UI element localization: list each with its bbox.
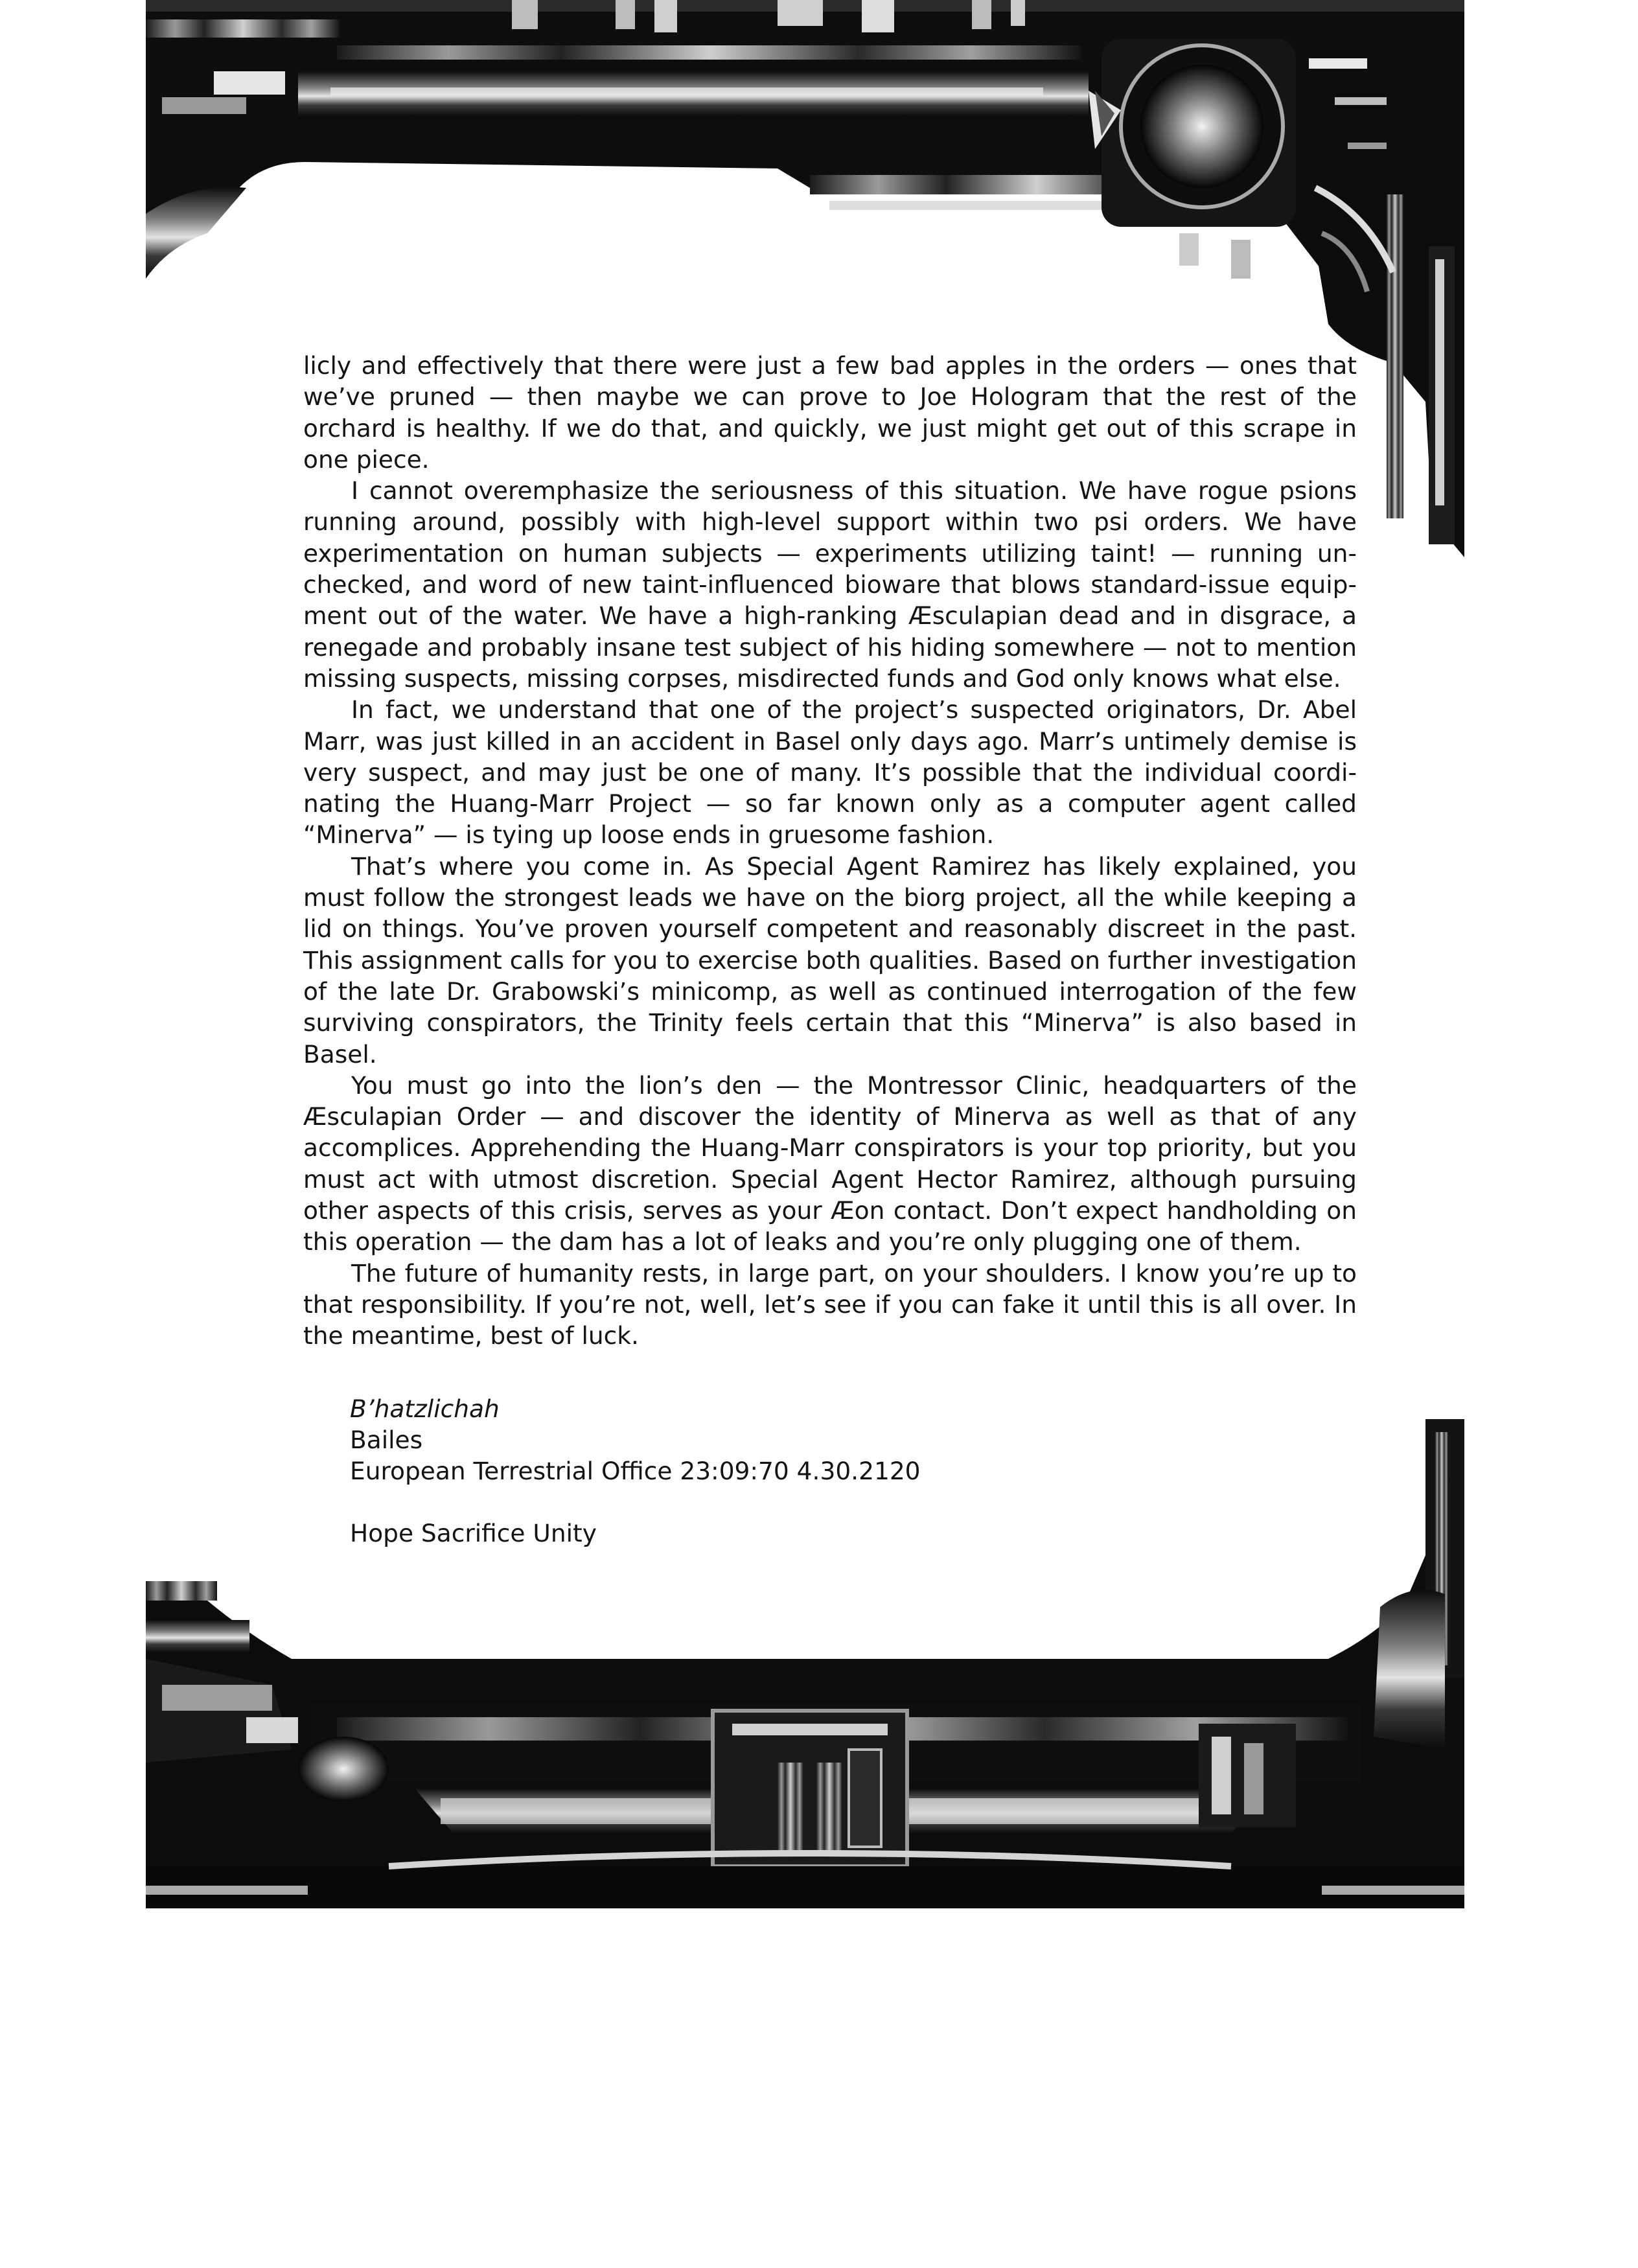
paragraph-1: licly and effectively that there were just a few bad apples in the orders — ones that we’ve pruned — then maybe we can prove to Joe Hologram that the rest of the orchard is healthy. If we do that, and quickly, we just might get out of this scrape in one piece. [303, 351, 1357, 474]
paragraph-2: I cannot overemphasize the seriousness of this situation. We have rogue psions running around, possibly with high-level support within two psi orders. We have experimentation on human subjects — experiments utilizing taint! — running unchecked, and word of new taint-influenced bioware that blows standard-issue equipment out of the water. We have a high-ranking Æsculapian dead and in disgrace, a renegade and probably insane test subject of his hiding somewhere — not to mention missing suspects, missing corpses, misdirected funds and God only knows what else. [303, 476, 1357, 693]
signer-name: Bailes [350, 1426, 423, 1454]
paragraph-6: The future of humanity rests, in large part, on your shoulders. I know you’re up to that responsibility. If you’re not, well, let’s see if you can fake it until this is all over. In the meantime, best of luck. [303, 1258, 1357, 1350]
paragraph-5: You must go into the lion’s den — the Montressor Clinic, headquarters of the Æsculapian Order — and discover the identity of Minerva as well as that of any accomplices. Apprehending the Huang-Marr conspirators is your top priority, but you must act with utmost discretion. Special Agent Hector Ramirez, although pursuing other aspects of this crisis, serves as your Æon contact. Don’t expect handholding on this operation — the dam has a lot of leaks and you’re only plugging one of them. [303, 1070, 1357, 1256]
paragraph-4: That’s where you come in. As Special Agent Ramirez has likely explained, you must follow the strongest leads we have on the biorg project, all the while keeping a lid on things. You’ve proven yourself competent and reasonably discreet in the past. This assignment calls for you to exercise both qualities. Based on further investigation of the late Dr. Grabowski’s minicomp, as well as continued interrogation of the few surviving conspirators, the Trinity feels certain that this “Minerva” is also based in Basel. [303, 851, 1357, 1069]
signoff [350, 1393, 500, 1424]
office-line: European Terrestrial Office 23:09:70 4.30.2120 [350, 1457, 921, 1485]
bottom-frame [146, 1419, 1464, 1908]
paragraph-3: In fact, we understand that one of the project’s suspected originators, Dr. Abel Marr, was just killed in an accident in Basel only days ago. Marr’s untimely demise is very suspect, and may just be one of many. It’s possible that the individual coordinating the Huang-Marr Project — so far known only as a computer agent called “Minerva” — is tying up loose ends in gruesome fashion. [303, 695, 1357, 850]
motto: Hope Sacrifice Unity [350, 1519, 597, 1547]
letter-body [303, 350, 1357, 1352]
signoff-text: B’hatzlichah [350, 1394, 500, 1423]
